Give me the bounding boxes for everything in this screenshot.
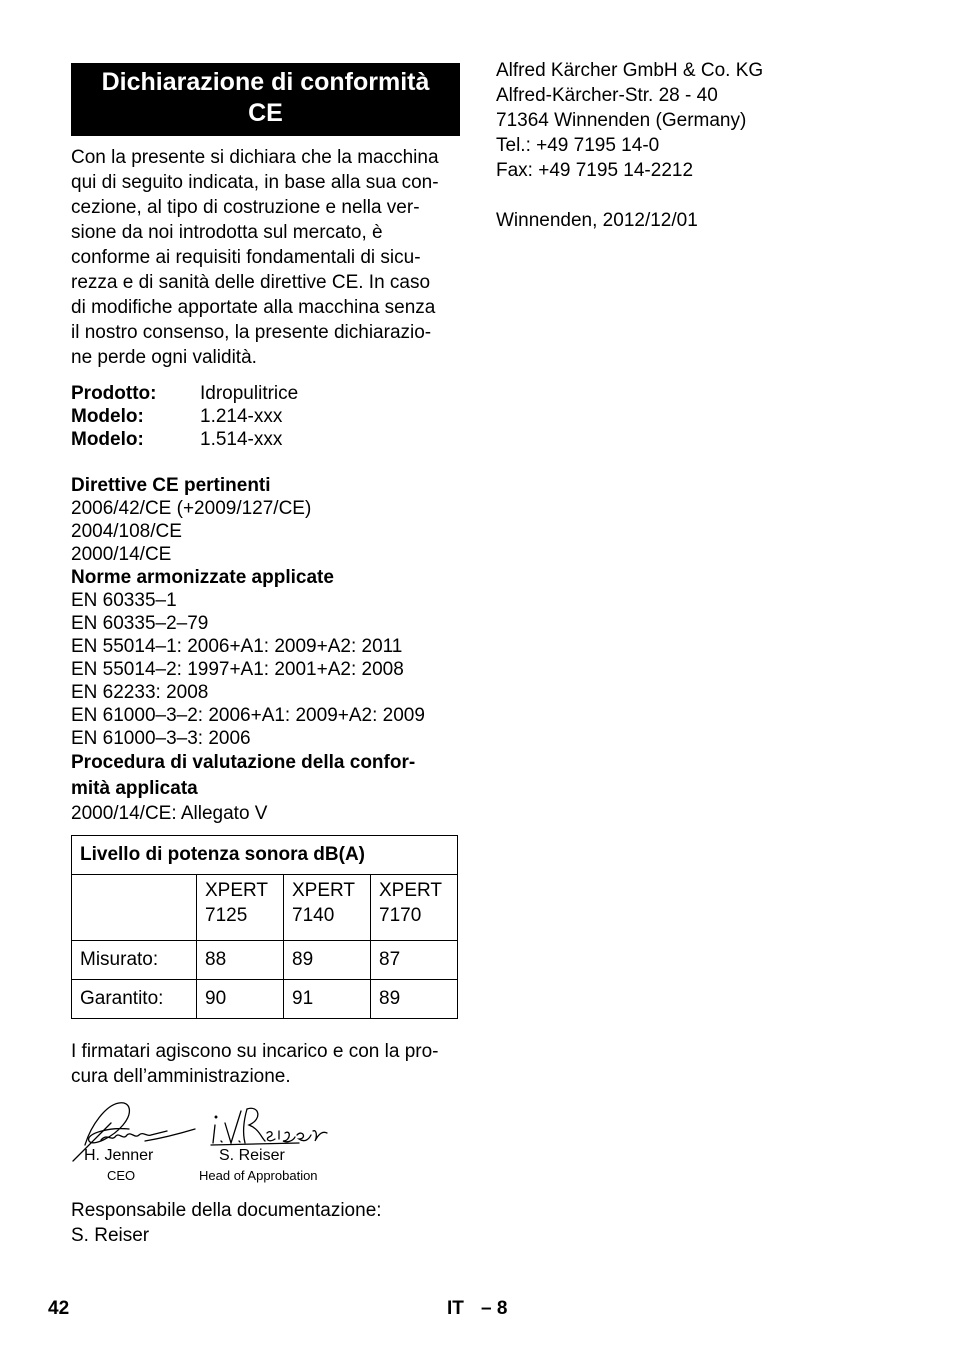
intro-line: conforme ai requisiti fondamentali di sicu- (71, 247, 421, 268)
model-label: Modelo: (71, 406, 144, 427)
intro-line: Con la presente si dichiara che la macchina (71, 147, 439, 168)
signers-note-line: I firmatari agiscono su incarico e con la pro- (71, 1041, 439, 1062)
table-cell: 89 (284, 941, 371, 980)
procedure-title-line-1: Procedura di valutazione della confor- (71, 752, 416, 773)
table-cell: 90 (197, 980, 284, 1019)
signer-name: S. Reiser (219, 1147, 285, 1164)
procedure-section (71, 750, 460, 825)
directive-item: 2004/108/CE (71, 521, 182, 542)
left-column (71, 63, 460, 825)
company-line: Alfred-Kärcher-Str. 28 - 40 (496, 85, 718, 106)
row-label: Garantito: (72, 980, 197, 1019)
responsible-section (71, 1198, 382, 1248)
procedure-value: 2000/14/CE: Allegato V (71, 803, 268, 824)
table-title: Livello di potenza sonora dB(A) (72, 836, 458, 875)
norm-item: EN 55014–1: 2006+A1: 2009+A2: 2011 (71, 636, 403, 657)
directive-item: 2006/42/CE (+2009/127/CE) (71, 498, 312, 519)
company-line: Fax: +49 7195 14-2212 (496, 160, 694, 181)
table-empty-cell (72, 875, 197, 941)
responsible-label: Responsabile della documentazione: (71, 1200, 382, 1221)
table-cell: 89 (371, 980, 458, 1019)
company-line: Alfred Kärcher GmbH & Co. KG (496, 60, 764, 81)
norm-item: EN 61000–3–2: 2006+A1: 2009+A2: 2009 (71, 705, 425, 726)
norm-item: EN 60335–2–79 (71, 613, 209, 634)
company-line: 71364 Winnenden (Germany) (496, 110, 747, 131)
model-row (71, 405, 460, 428)
title-line-1: Dichiarazione di conformità (101, 68, 430, 96)
sound-power-table (71, 835, 458, 1019)
page-title (71, 63, 460, 136)
product-value: Idropulitrice (200, 383, 299, 404)
intro-paragraph (71, 145, 460, 370)
directives-section (71, 474, 460, 566)
signer-name: H. Jenner (84, 1147, 154, 1164)
place-date: Winnenden, 2012/12/01 (496, 210, 698, 231)
table-row (72, 980, 458, 1019)
procedure-title-line-2: mità applicata (71, 778, 198, 799)
model-label: Modelo: (71, 429, 144, 450)
table-title-row (72, 836, 458, 875)
model-value: 1.514-xxx (200, 429, 283, 450)
page-number: 42 (48, 1298, 70, 1319)
table-model-cell (371, 875, 458, 941)
intro-line: qui di seguito indicata, in base alla sua con- (71, 172, 439, 193)
signers-note (71, 1039, 460, 1089)
table-model-cell (197, 875, 284, 941)
model-row (71, 428, 460, 451)
norm-item: EN 55014–2: 1997+A1: 2001+A2: 2008 (71, 659, 404, 680)
signer-role: CEO (107, 1168, 136, 1183)
section-page-number: – 8 (481, 1298, 508, 1319)
signers-note-line: cura dell’amministrazione. (71, 1066, 291, 1087)
table-row (72, 941, 458, 980)
product-row (71, 382, 460, 405)
company-line: Tel.: +49 7195 14-0 (496, 135, 660, 156)
responsible-name: S. Reiser (71, 1225, 150, 1246)
model-name: XPERT (379, 880, 443, 901)
table-cell: 88 (197, 941, 284, 980)
norm-item: EN 61000–3–3: 2006 (71, 728, 251, 749)
model-number: 7170 (379, 905, 422, 926)
signatures (71, 1095, 371, 1190)
intro-line: il nostro consenso, la presente dichiarazio- (71, 322, 432, 343)
table-cell: 91 (284, 980, 371, 1019)
model-name: XPERT (205, 880, 269, 901)
product-info (71, 382, 460, 451)
title-line-2: CE (248, 99, 283, 127)
intro-line: cezione, al tipo di costruzione e nella ver- (71, 197, 420, 218)
product-label: Prodotto: (71, 383, 157, 404)
intro-line: sione da noi introdotta sul mercato, è (71, 222, 383, 243)
directives-title: Direttive CE pertinenti (71, 475, 271, 496)
signer-role: Head of Approbation (199, 1168, 318, 1183)
norm-item: EN 60335–1 (71, 590, 177, 611)
directive-item: 2000/14/CE (71, 544, 172, 565)
norm-item: EN 62233: 2008 (71, 682, 209, 703)
intro-line: ne perde ogni validità. (71, 347, 257, 368)
right-column (496, 58, 896, 233)
language-code: IT (447, 1298, 464, 1319)
table-model-row (72, 875, 458, 941)
model-value: 1.214-xxx (200, 406, 283, 427)
model-number: 7140 (292, 905, 335, 926)
model-number: 7125 (205, 905, 248, 926)
table-cell: 87 (371, 941, 458, 980)
norms-title: Norme armonizzate applicate (71, 567, 334, 588)
norms-section (71, 566, 460, 750)
row-label: Misurato: (72, 941, 197, 980)
model-name: XPERT (292, 880, 356, 901)
intro-line: rezza e di sanità delle direttive CE. In caso (71, 272, 431, 293)
table-model-cell (284, 875, 371, 941)
intro-line: di modifiche apportate alla macchina senza (71, 297, 436, 318)
